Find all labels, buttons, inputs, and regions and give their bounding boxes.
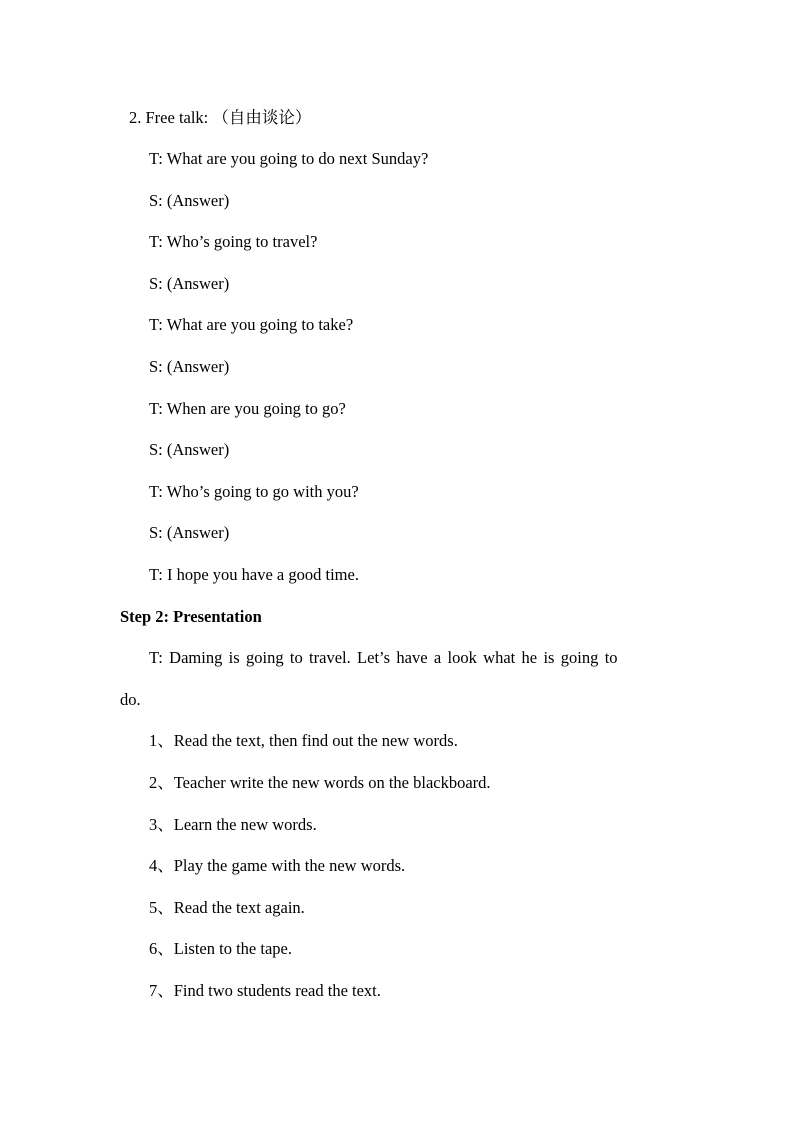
- dialogue-line: S: (Answer): [149, 191, 230, 210]
- dialogue-line: T: When are you going to go?: [149, 399, 346, 418]
- procedure-step: 7、Find two students read the text.: [149, 981, 381, 1000]
- dialogue-line: T: What are you going to do next Sunday?: [149, 149, 429, 168]
- procedure-step: 3、Learn the new words.: [149, 815, 317, 834]
- free-talk-heading: 2. Free talk: （自由谈论）: [129, 108, 312, 127]
- dialogue-line: T: Who’s going to travel?: [149, 232, 318, 251]
- procedure-step: 4、Play the game with the new words.: [149, 856, 406, 875]
- dialogue-line: S: (Answer): [149, 357, 230, 376]
- dialogue-line: S: (Answer): [149, 523, 230, 542]
- dialogue-line: S: (Answer): [149, 274, 230, 293]
- step2-intro-line2: do.: [120, 690, 141, 709]
- procedure-step: 6、Listen to the tape.: [149, 939, 292, 958]
- procedure-step: 2、Teacher write the new words on the blackboard.: [149, 773, 491, 792]
- dialogue-line: S: (Answer): [149, 440, 230, 459]
- step2-heading: Step 2: Presentation: [120, 607, 262, 626]
- step2-intro-line1: T: Daming is going to travel. Let’s have a look what he is going to: [149, 648, 618, 667]
- dialogue-line: T: What are you going to take?: [149, 315, 354, 334]
- procedure-step: 1、Read the text, then find out the new words.: [149, 731, 458, 750]
- dialogue-line: T: Who’s going to go with you?: [149, 482, 359, 501]
- dialogue-line: T: I hope you have a good time.: [149, 565, 359, 584]
- procedure-step: 5、Read the text again.: [149, 898, 305, 917]
